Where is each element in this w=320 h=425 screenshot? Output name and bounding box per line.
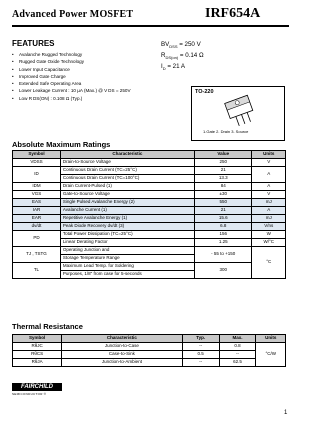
table-row: Linear Derating Factor 1.25 W/°C [13, 239, 286, 247]
column-header: Typ. [182, 335, 219, 343]
key-specs [161, 41, 204, 81]
feature-item: • Improved Gate Charge [12, 73, 131, 80]
table-row: EAS Single Pulsed Avalanche Energy (2) 550 mJ [13, 199, 286, 207]
table-row: IDM Drain Current-Pulsed (1) 84 A [13, 183, 286, 191]
column-header: Characteristic [60, 151, 194, 159]
table-row: TJ , TSTG Operating Junction and - 55 to +150 °C [13, 247, 286, 255]
thermal-table [12, 334, 286, 367]
column-header: Units [256, 335, 286, 343]
table-row: TL Maximum Lead Temp. for Soldering 300 [13, 263, 286, 271]
table-row: IAR Avalanche Current (1) 21 A [13, 207, 286, 215]
table-row: EAR Repetitive Avalanche Energy (1) 15.6 mJ [13, 215, 286, 223]
features-title: FEATURES [12, 39, 55, 48]
table-row: VDSS Drain-to-Source Voltage 250 V [13, 159, 286, 167]
amr-title: Absolute Maximum Ratings [12, 140, 111, 149]
amr-table [12, 150, 286, 279]
table-row: dv/dt Peak Diode Recovery dv/dt (3) 6.8 V/ns [13, 223, 286, 231]
table-row: RθCS Case-to-Sink 0.5 -- [13, 351, 286, 359]
feature-item: • Rugged Gate Oxide Technology [12, 58, 131, 65]
package-name: TO-220 [195, 89, 214, 95]
header-rule [12, 25, 289, 27]
column-header: Characteristic [62, 335, 183, 343]
table-header-row [13, 335, 286, 343]
document-title: Advanced Power MOSFET [12, 9, 134, 20]
table-row: PD Total Power Dissipation (TC=25°C) 156 W [13, 231, 286, 239]
table-row: VGS Gate-to-Source Voltage ±30 V [13, 191, 286, 199]
feature-item: • Avalanche Rugged Technology [12, 51, 131, 58]
to220-package-icon [220, 92, 264, 128]
package-pinout: 1.Gate 2. Drain 3. Source [203, 129, 249, 134]
table-header-row [13, 151, 286, 159]
table-row: Purposes, 1/8" from case for 5-seconds [13, 271, 286, 279]
column-header: Max. [219, 335, 256, 343]
feature-item: • Low R DS(ON) : 0.108 Ω (Typ.) [12, 95, 131, 102]
feature-item: • Lower Leakage Current : 10 µA (Max.) @ V DS = 250V [12, 87, 131, 94]
spec-rds: $R_{DS(on)} = 0.14$ Ω [161, 52, 204, 61]
column-header: Value [194, 151, 251, 159]
column-header: Units [252, 151, 286, 159]
logo-text: FAIRCHILD [21, 384, 53, 390]
thermal-title: Thermal Resistance [12, 322, 83, 331]
feature-item: • Lower Input Capacitance [12, 66, 131, 73]
table-row: ID Continuous Drain Current (TC=25°C) 21 A [13, 167, 286, 175]
table-row: Storage Temperature Range [13, 255, 286, 263]
spec-id: $I_D = 21$ A [161, 63, 186, 72]
part-number: IRF654A [205, 6, 261, 21]
logo-subtitle: SEMICONDUCTOR ® [12, 392, 47, 396]
spec-bvdss: $BV_{DSS} = 250$ V [161, 41, 201, 50]
table-row: RθJC Junction-to-Case -- 0.8 °C/W [13, 343, 286, 351]
page-number: 1 [284, 410, 288, 416]
column-header: Symbol [13, 335, 62, 343]
table-row: RθJA Junction-to-Ambient -- 62.5 [13, 359, 286, 367]
feature-item: • Extended Safe Operating Area [12, 80, 131, 87]
features-list [12, 51, 131, 102]
column-header: Symbol [13, 151, 61, 159]
table-row: Continuous Drain Current (TC=100°C) 13.3 [13, 175, 286, 183]
